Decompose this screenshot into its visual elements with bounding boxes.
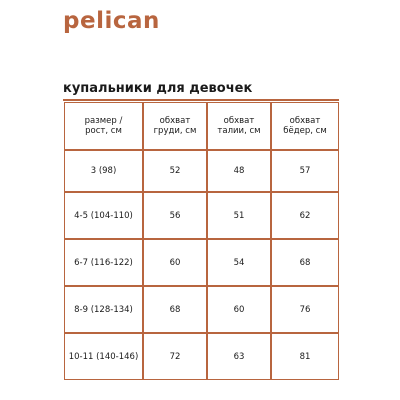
header-chest: [143, 102, 207, 150]
brand-logo: pelican: [63, 8, 160, 34]
header-line: бёдер, см: [283, 126, 327, 136]
cell-size: 10-11 (140-146): [64, 333, 143, 380]
header-line: обхват: [223, 116, 255, 126]
page-title: купальники для девочек: [63, 81, 253, 96]
table-row: [64, 286, 339, 333]
size-chart-table: [64, 102, 339, 380]
header-size-height: [64, 102, 143, 150]
table-row: [64, 192, 339, 239]
header-waist: [207, 102, 271, 150]
cell-waist: 51: [207, 192, 271, 239]
table-row: [64, 333, 339, 380]
table-row: [64, 239, 339, 286]
cell-size: 4-5 (104-110): [64, 192, 143, 239]
cell-hips: 62: [271, 192, 339, 239]
cell-waist: 54: [207, 239, 271, 286]
cell-waist: 48: [207, 150, 271, 192]
cell-chest: 72: [143, 333, 207, 380]
cell-waist: 63: [207, 333, 271, 380]
cell-waist: 60: [207, 286, 271, 333]
cell-hips: 57: [271, 150, 339, 192]
header-line: обхват: [289, 116, 321, 126]
table-row: [64, 150, 339, 192]
cell-size: 6-7 (116-122): [64, 239, 143, 286]
header-line: обхват: [159, 116, 191, 126]
header-line: груди, см: [153, 126, 197, 136]
header-hips: [271, 102, 339, 150]
cell-chest: 52: [143, 150, 207, 192]
cell-hips: 76: [271, 286, 339, 333]
table-header-row: [64, 102, 339, 150]
cell-hips: 81: [271, 333, 339, 380]
cell-size: 3 (98): [64, 150, 143, 192]
cell-chest: 56: [143, 192, 207, 239]
header-line: рост, см: [85, 126, 122, 136]
cell-hips: 68: [271, 239, 339, 286]
cell-chest: 60: [143, 239, 207, 286]
cell-size: 8-9 (128-134): [64, 286, 143, 333]
title-underline: [63, 99, 339, 101]
header-line: талии, см: [217, 126, 261, 136]
cell-chest: 68: [143, 286, 207, 333]
header-line: размер /: [84, 116, 123, 126]
